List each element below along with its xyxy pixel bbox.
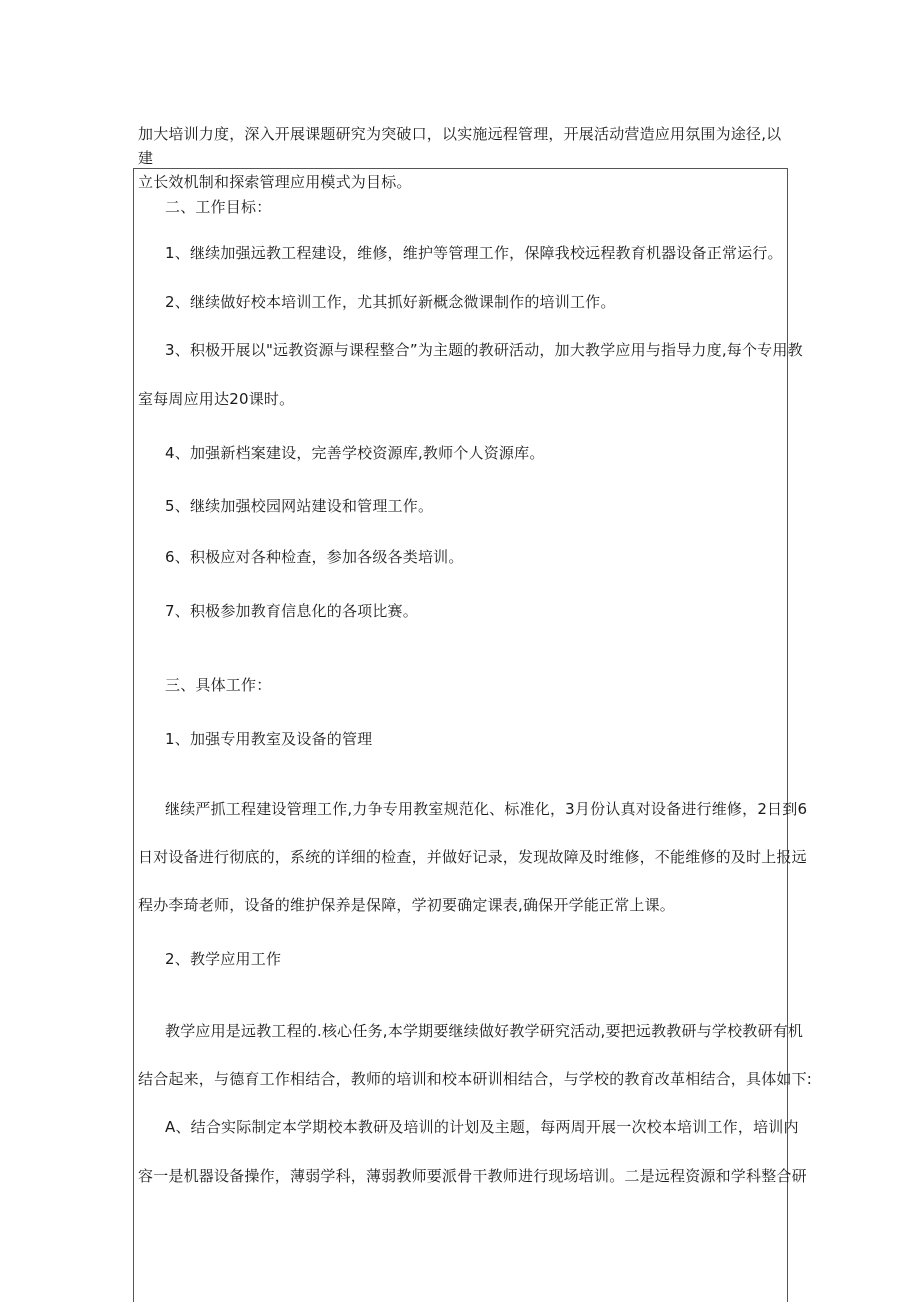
section-heading-goals: 二、工作目标： [165, 198, 272, 216]
goal-item-continuation: 室每周应用达20课时。 [138, 390, 295, 408]
paragraph-line: 日对设备进行彻底的，系统的详细的检查，并做好记录，发现故障及时维修，不能维修的及时上报远 [138, 848, 807, 866]
goal-item: 5、继续加强校园网站建设和管理工作。 [165, 497, 434, 515]
paragraph-line: A、结合实际制定本学期校本教研及培训的计划及主题，每两周开展一次校本培训工作，培训内 [165, 1118, 799, 1136]
goal-item: 4、加强新档案建设，完善学校资源库,教师个人资源库。 [165, 444, 545, 462]
goal-item: 1、继续加强远教工程建设，维修，维护等管理工作，保障我校远程教育机器设备正常运行。 [165, 244, 783, 262]
goal-item: 6、积极应对各种检查，参加各级各类培训。 [165, 548, 464, 566]
goal-item: 7、积极参加教育信息化的各项比赛。 [165, 602, 418, 620]
goal-item: 3、积极开展以"远教资源与课程整合”为主题的教研活动，加大教学应用与指导力度,每个专用教 [165, 341, 803, 359]
subsection-title: 1、加强专用教室及设备的管理 [165, 730, 373, 748]
paragraph-line: 继续严抓工程建设管理工作,力争专用教室规范化、标准化，3月份认真对设备进行维修，2日到6 [165, 800, 808, 818]
paragraph-line: 容一是机器设备操作，薄弱学科，薄弱教师要派骨干教师进行现场培训。二是远程资源和学科整合研 [138, 1167, 807, 1185]
intro-line: 立长效机制和探索管理应用模式为目标。 [138, 173, 412, 191]
subsection-title: 2、教学应用工作 [165, 950, 282, 968]
intro-line: 加大培训力度，深入开展课题研究为突破口，以实施远程管理，开展活动营造应用氛围为途径,以建 [138, 125, 782, 167]
paragraph-line: 教学应用是远教工程的.核心任务,本学期要继续做好教学研究活动,要把远教教研与学校教研有机 [165, 1022, 804, 1040]
section-heading-work: 三、具体工作： [165, 676, 272, 694]
paragraph-line: 程办李琦老师，设备的维护保养是保障，学初要确定课表,确保开学能正常上课。 [138, 896, 675, 914]
paragraph-line: 结合起来，与德育工作相结合，教师的培训和校本研训相结合，与学校的教育改革相结合，具体如下: [138, 1070, 813, 1088]
goal-item: 2、继续做好校本培训工作，尤其抓好新概念微课制作的培训工作。 [165, 293, 616, 311]
